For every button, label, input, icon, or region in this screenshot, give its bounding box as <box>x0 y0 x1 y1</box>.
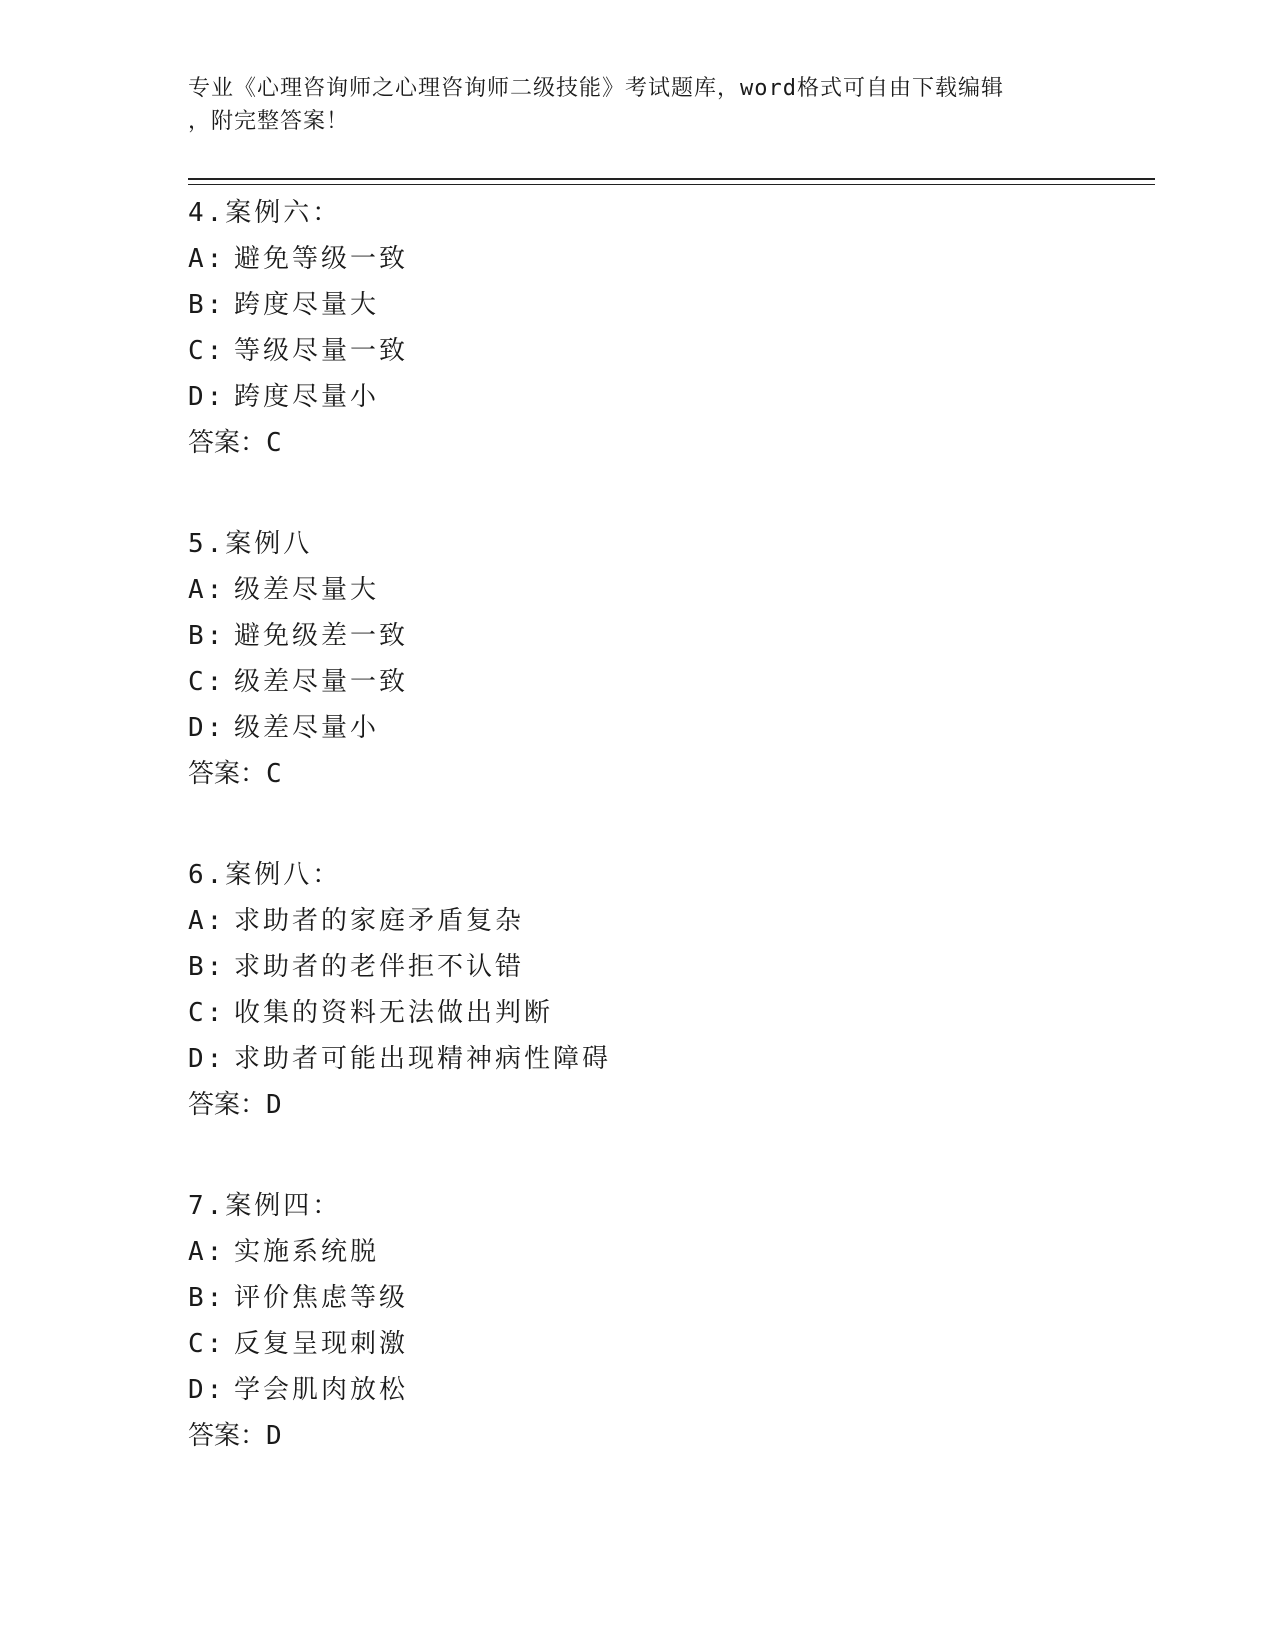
answer-line <box>188 420 1148 466</box>
option-text: 级差尽量大 <box>234 575 380 605</box>
option-d <box>188 1367 1148 1413</box>
answer-line <box>188 1082 1148 1128</box>
question-item <box>188 1183 1148 1459</box>
option-text: 级差尽量一致 <box>234 667 409 697</box>
option-a <box>188 898 1148 944</box>
answer-value: C <box>266 428 282 458</box>
option-letter: B: <box>188 621 226 651</box>
option-text: 实施系统脱 <box>234 1237 380 1267</box>
option-text: 收集的资料无法做出判断 <box>234 998 554 1028</box>
option-text: 级差尽量小 <box>234 713 380 743</box>
option-d <box>188 1036 1148 1082</box>
header-line-2: ，附完整答案！ <box>188 109 350 134</box>
header-line-1: 专业《心理咨询师之心理咨询师二级技能》考试题库，word格式可自由下载编辑 <box>188 76 1004 101</box>
option-letter: C: <box>188 336 226 366</box>
question-title: 6.案例八： <box>188 860 342 890</box>
question-item <box>188 852 1148 1128</box>
option-c <box>188 1321 1148 1367</box>
option-letter: C: <box>188 1329 226 1359</box>
option-text: 避免等级一致 <box>234 244 409 274</box>
option-a <box>188 1229 1148 1275</box>
option-text: 求助者的家庭矛盾复杂 <box>234 906 525 936</box>
option-letter: D: <box>188 1375 226 1405</box>
option-d <box>188 705 1148 751</box>
answer-label: 答案： <box>188 428 267 458</box>
option-letter: A: <box>188 244 226 274</box>
option-text: 反复呈现刺激 <box>234 1329 409 1359</box>
option-c <box>188 659 1148 705</box>
option-text: 等级尽量一致 <box>234 336 409 366</box>
option-text: 求助者可能出现精神病性障碍 <box>234 1044 612 1074</box>
header-divider-thick <box>188 178 1155 180</box>
option-letter: D: <box>188 713 226 743</box>
option-c <box>188 990 1148 1036</box>
option-letter: C: <box>188 998 226 1028</box>
option-letter: B: <box>188 952 226 982</box>
answer-line <box>188 1413 1148 1459</box>
option-a <box>188 236 1148 282</box>
option-text: 跨度尽量大 <box>234 290 380 320</box>
document-header <box>188 72 1088 138</box>
option-letter: B: <box>188 290 226 320</box>
option-text: 避免级差一致 <box>234 621 409 651</box>
answer-value: D <box>266 1421 282 1451</box>
option-text: 学会肌肉放松 <box>234 1375 409 1405</box>
answer-label: 答案： <box>188 1090 267 1120</box>
question-item <box>188 190 1148 466</box>
option-b <box>188 1275 1148 1321</box>
option-letter: B: <box>188 1283 226 1313</box>
option-letter: C: <box>188 667 226 697</box>
answer-label: 答案： <box>188 1421 267 1451</box>
option-letter: A: <box>188 575 226 605</box>
question-title: 4.案例六： <box>188 198 342 228</box>
question-item <box>188 521 1148 797</box>
answer-value: D <box>266 1090 282 1120</box>
option-b <box>188 944 1148 990</box>
question-list <box>188 190 1148 1459</box>
option-text: 评价焦虑等级 <box>234 1283 409 1313</box>
answer-line <box>188 751 1148 797</box>
option-letter: D: <box>188 382 226 412</box>
option-text: 跨度尽量小 <box>234 382 380 412</box>
option-letter: D: <box>188 1044 226 1074</box>
option-c <box>188 328 1148 374</box>
option-letter: A: <box>188 906 226 936</box>
question-title: 7.案例四： <box>188 1191 342 1221</box>
question-title: 5.案例八 <box>188 529 313 559</box>
option-a <box>188 567 1148 613</box>
option-text: 求助者的老伴拒不认错 <box>234 952 525 982</box>
answer-label: 答案： <box>188 759 267 789</box>
option-letter: A: <box>188 1237 226 1267</box>
option-d <box>188 374 1148 420</box>
answer-value: C <box>266 759 282 789</box>
header-divider-thin <box>188 184 1155 185</box>
option-b <box>188 613 1148 659</box>
option-b <box>188 282 1148 328</box>
